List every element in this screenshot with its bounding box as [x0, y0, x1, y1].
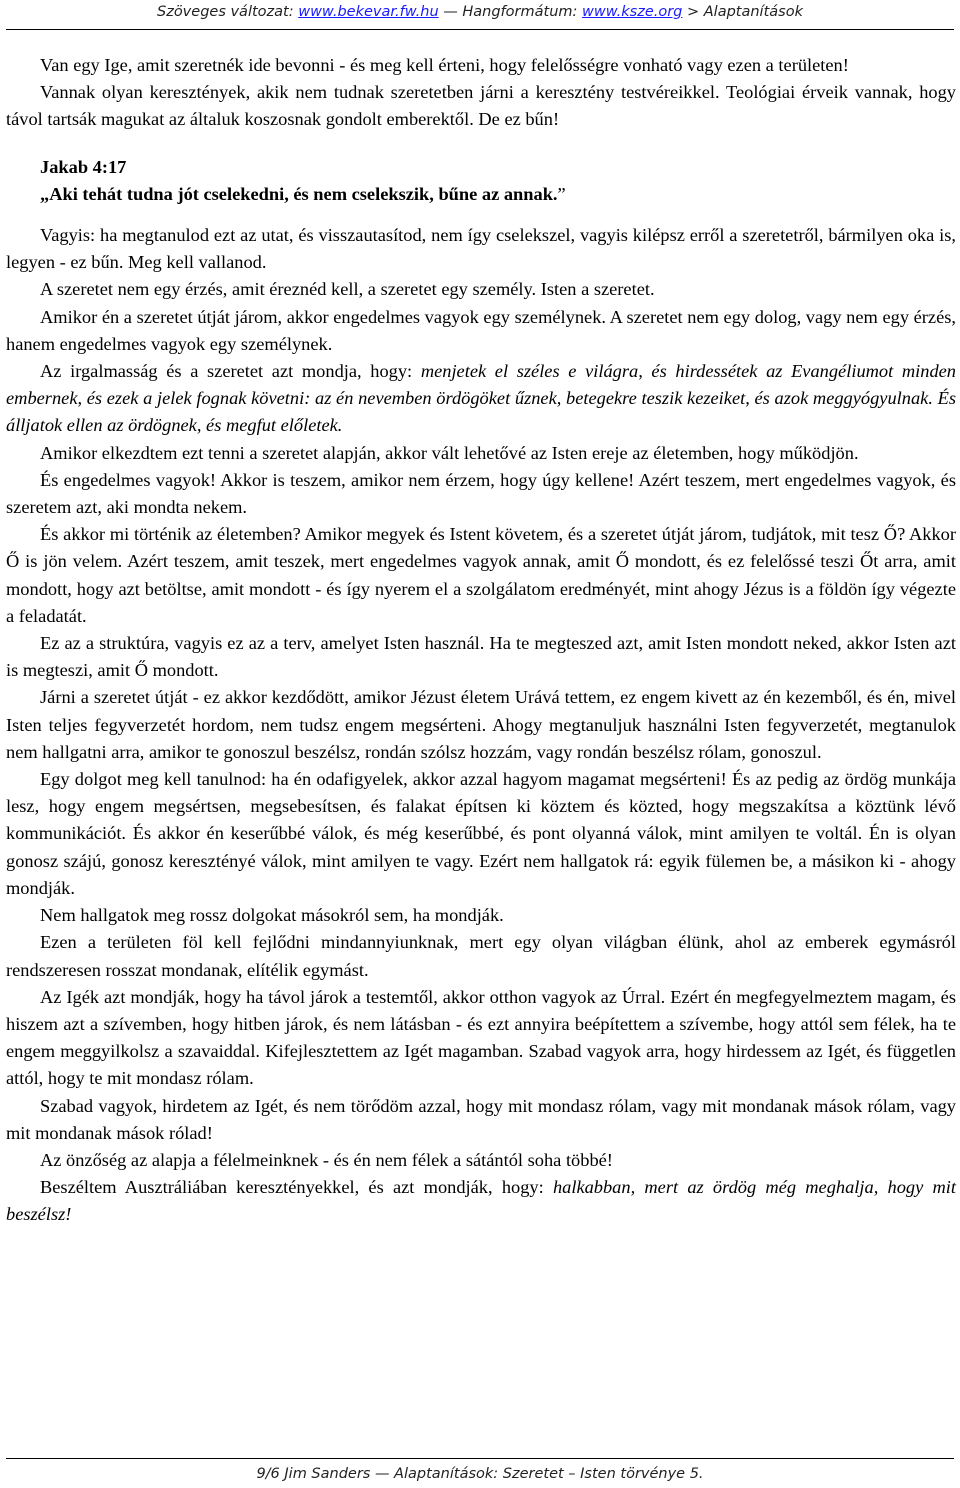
- paragraph-6: [6, 358, 956, 440]
- paragraph-17: Az önzőség az alapja a félelmeinknek - és én nem félek a sátántól soha többé!: [40, 1149, 613, 1170]
- paragraph-11: Járni a szeretet útját - ez akkor kezdődött, amikor Jézust életem Urává tettem, ez engem kivett az én kezemből, és én, mivel Isten teljes fegyverzetét hordom, nem tudsz engem megsérteni. Ahogy megtanuljuk használni Isten fegyverzetét, megtanulok nem hallgatni arra, amikor te gonoszul beszélsz, rondán szólsz hozzám, vagy rondán beszélsz rólam, gonoszul.: [6, 687, 956, 762]
- paragraph-6-quote: menjetek el széles e világra, és hirdessétek az Evangéliumot minden embernek, és ezek a jelek fognak követni: az én nevemben ördögöket űznek, betegekre teszik kezeiket, és azok meggyógyulnak. És álljatok ellen az ördögnek, és megfut előletek.: [6, 361, 957, 436]
- paragraph-8: És engedelmes vagyok! Akkor is teszem, amikor nem érzem, hogy úgy kellene! Azért teszem, mert engedelmes vagyok, és szeretem azt, aki mondta nekem.: [6, 469, 956, 518]
- paragraph-13: Nem hallgatok meg rossz dolgokat másokról sem, ha mondják.: [40, 905, 504, 926]
- paragraph-7: Amikor elkezdtem ezt tenni a szeretet alapján, akkor vált lehetővé az Isten ereje az életemben, hogy működjön.: [40, 442, 859, 463]
- header-suffix: > Alaptanítások: [682, 4, 803, 20]
- document-body: [6, 52, 956, 1229]
- verse-text: „Aki tehát tudna jót cselekedni, és nem cselekszik, bűne az annak.: [40, 183, 558, 204]
- header-rule: [6, 29, 954, 30]
- verse-close: ”: [557, 183, 566, 204]
- page-header: [0, 4, 960, 20]
- paragraph-3: Vagyis: ha megtanulod ezt az utat, és visszautasítod, nem így cselekszel, vagyis kilépsz erről a szeretetről, bármilyen oka is, legyen - ez bűn. Meg kell vallanod.: [6, 225, 956, 273]
- header-middle: — Hangformátum:: [438, 4, 582, 20]
- paragraph-15: Az Igék azt mondják, hogy ha távol járok a testemtől, akkor otthon vagyok az Úrral. Ezért én megfegyelmeztem magam, és hiszem azt a szívemben, hogy hitben járok, és nem látásban - és ezt annyira beépítettem a szívembe, hogy attól sem félek, ha te engem meggyilkolsz a szavaiddal. Kifejlesztettem az Igét magamban. Szabad vagyok arra, hogy hirdessem az Igét, és független attól, hogy te mit mondasz rólam.: [6, 986, 956, 1089]
- paragraph-9: És akkor mi történik az életemben? Amikor megyek és Istent követem, és a szeretet útját járom, tudjátok, mit tesz Ő? Akkor Ő is jön velem. Azért teszem, amit teszek, mert engedelmes vagyok annak, amit Ő mondott, és ez felelőssé teszi Őt arra, amit mondott, hogy azt betöltse, amit mondott - és így nyerem el a szolgálatom eredményét, mint ahogy Jézus is a földön így végezte a feladatát.: [6, 524, 956, 626]
- paragraph-5: Amikor én a szeretet útját járom, akkor engedelmes vagyok egy személynek. A szeretet nem egy dolog, vagy nem egy érzés, hanem engedelmes vagyok egy személynek.: [6, 306, 956, 354]
- verse-quote: [6, 181, 956, 208]
- paragraph-18-quote: halkabban, mert az ördög még meghalja, hogy mit beszélsz!: [6, 1177, 956, 1225]
- footer-rule: [6, 1458, 954, 1459]
- verse-reference: Jakab 4:17: [40, 156, 127, 177]
- ksze-link[interactable]: www.ksze.org: [582, 4, 683, 20]
- paragraph-6-intro: Az irgalmasság és a szeretet azt mondja, hogy:: [40, 361, 421, 382]
- paragraph-2: Vannak olyan keresztények, akik nem tudnak szeretetben járni a keresztény testvéreikkel. Teológiai érveik vannak, hogy távol tartsák magukat az általuk koszosnak gondolt emberektől. De ez bűn!: [6, 82, 956, 130]
- paragraph-10: Ez az a struktúra, vagyis ez az a terv, amelyet Isten használ. Ha te megteszed azt, amit Isten mondott neked, akkor Isten azt is megteszi, amit Ő mondott.: [6, 633, 956, 681]
- paragraph-16: Szabad vagyok, hirdetem az Igét, és nem törődöm azzal, hogy mit mondasz rólam, vagy mit mondanak mások rólam, vagy mit mondanak mások rólad!: [6, 1095, 956, 1143]
- paragraph-18: [6, 1174, 956, 1228]
- paragraph-4: A szeretet nem egy érzés, amit éreznéd kell, a szeretet egy személy. Isten a szeretet.: [40, 279, 655, 300]
- page-footer: 9/6 Jim Sanders — Alaptanítások: Szeretet – Isten törvénye 5.: [256, 1466, 704, 1482]
- paragraph-18-intro: Beszéltem Ausztráliában keresztényekkel, és azt mondják, hogy:: [40, 1177, 553, 1198]
- bekevar-link[interactable]: www.bekevar.fw.hu: [298, 4, 439, 20]
- paragraph-12: Egy dolgot meg kell tanulnod: ha én odafigyelek, akkor azzal hagyom magamat megsérteni! És az pedig az ördög munkája lesz, hogy engem megsértsen, megsebesítsen, és falakat építsen ki köztem és közted, hogy megszakítsa a köztünk lévő kommunikációt. És akkor én keserűbbé válok, és még keserűbbé, és pont olyanná válok, mint amilyen te voltál. Én is olyan gonosz szájú, gonosz keresztényé válok, mint amilyen te vagy. Ezért nem hallgatok rá: egyik fülemen be, a másikon ki - ahogy mondják.: [6, 769, 956, 898]
- paragraph-1: Van egy Ige, amit szeretnék ide bevonni - és meg kell érteni, hogy felelősségre vonható vagy ezen a területen!: [40, 55, 849, 75]
- header-prefix: Szöveges változat:: [157, 4, 299, 20]
- paragraph-14: Ezen a területen föl kell fejlődni mindannyiunknak, mert egy olyan világban élünk, ahol az emberek egymásról rendszeresen rosszat mondanak, elítélik egymást.: [6, 932, 956, 980]
